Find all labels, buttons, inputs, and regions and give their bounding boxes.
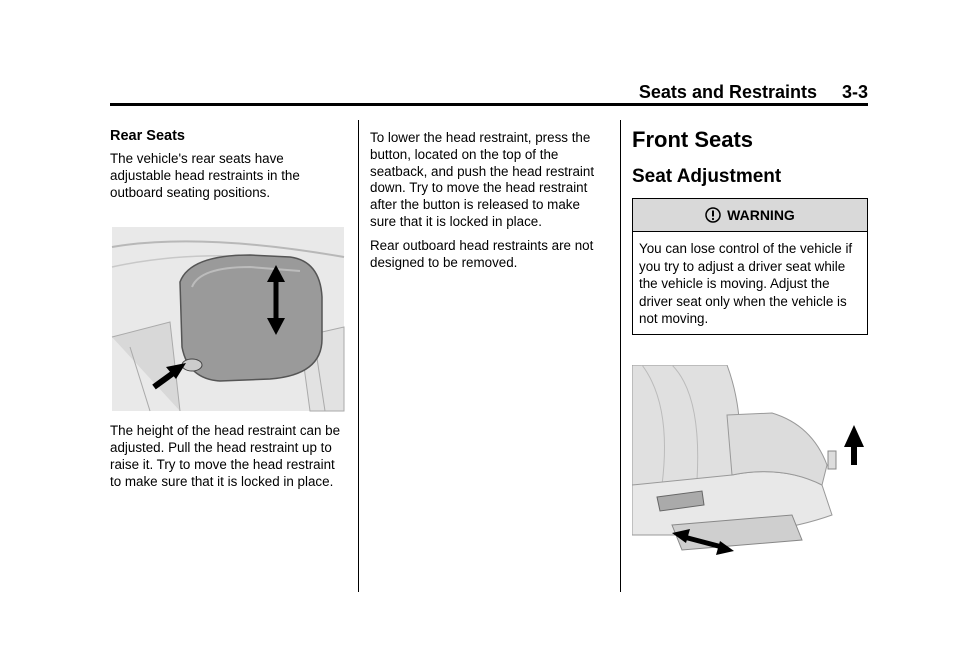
not-removable-text: Rear outboard head restraints are not designed to be removed.	[370, 237, 594, 270]
head-restraint-adjust-text: The height of the head restraint can be adjusted. Pull the head restraint up to raise it. Try to move the head restraint to make sure that it is locked in place.	[110, 423, 341, 489]
front-seats-heading: Front Seats	[632, 127, 754, 152]
column-3	[632, 128, 868, 561]
warning-label: WARNING	[727, 207, 795, 223]
column-2	[370, 128, 606, 278]
column-1	[110, 128, 346, 498]
front-seat-illustration	[632, 365, 868, 561]
head-restraint-illustration	[110, 227, 346, 413]
seat-up-arrow-icon	[844, 425, 864, 465]
column-divider-2	[620, 120, 621, 592]
header-rule	[110, 103, 868, 106]
column-divider-1	[358, 120, 359, 592]
warning-icon	[705, 207, 721, 223]
warning-text: You can lose control of the vehicle if you try to adjust a driver seat while the vehicle is moving. Adjust the driver seat only when the vehicle is not moving.	[639, 241, 853, 326]
page-title: Seats and Restraints 3-3	[638, 82, 868, 102]
rear-seats-heading: Rear Seats	[110, 128, 185, 144]
warning-header	[633, 199, 867, 232]
seat-adjustment-heading: Seat Adjustment	[632, 166, 782, 187]
lower-restraint-text: To lower the head restraint, press the button, located on the top of the seatback, and push the head restraint down. Try to move the head restraint after the button is released to make sure that it is locked in place.	[370, 130, 595, 229]
rear-seats-intro: The vehicle's rear seats have adjustable head restraints in the outboard seating positions.	[110, 151, 300, 200]
warning-box	[632, 198, 868, 335]
